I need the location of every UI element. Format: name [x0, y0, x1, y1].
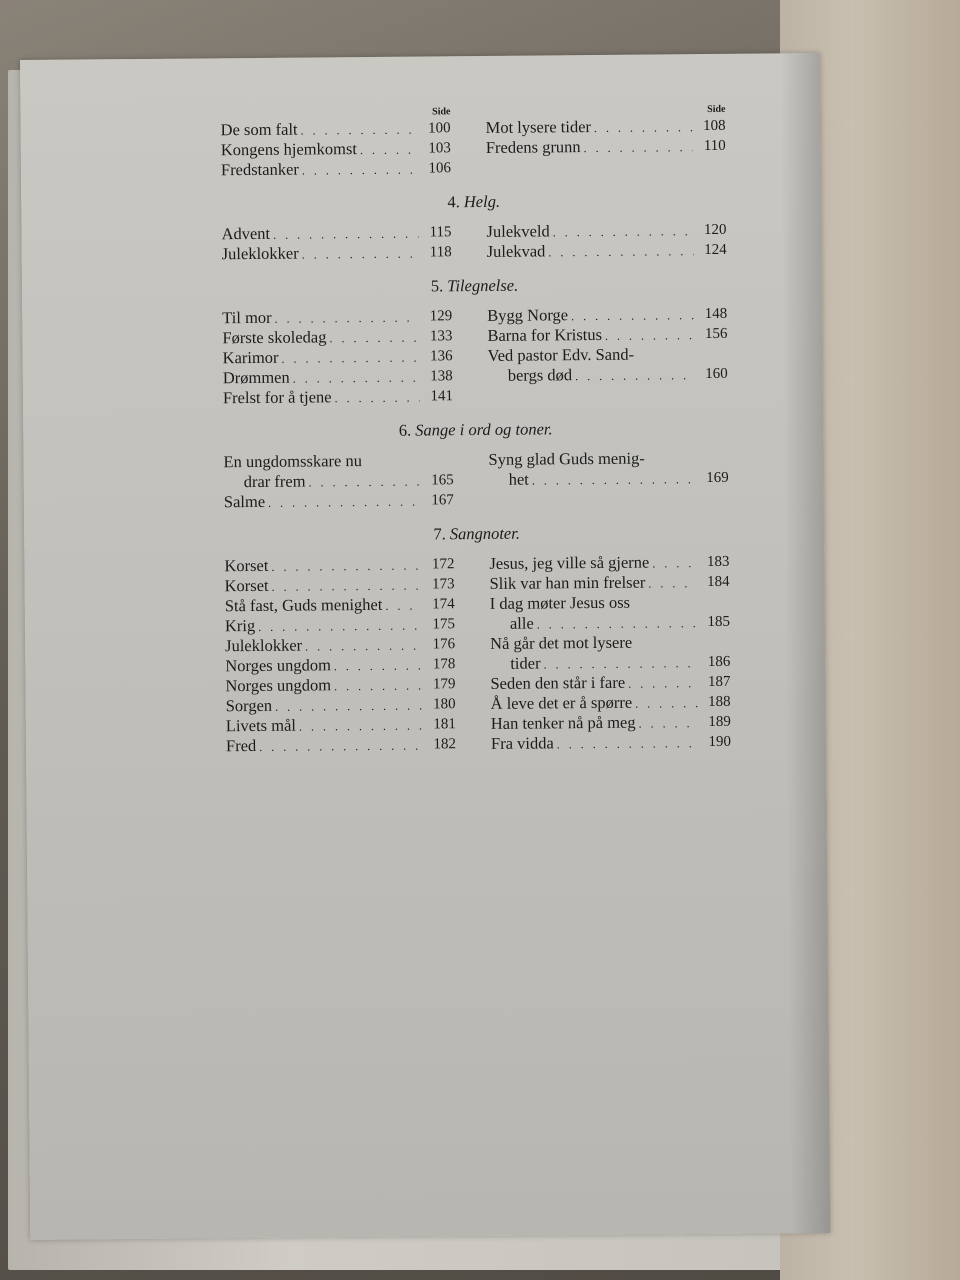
side-column-label: Side — [707, 103, 726, 116]
toc-entry — [490, 572, 730, 594]
toc-column-right — [486, 220, 726, 262]
dot-leader — [557, 734, 698, 753]
page-number: 120 — [703, 221, 727, 239]
entry-title: Han tenker nå på meg — [490, 712, 636, 733]
toc-section — [224, 522, 731, 756]
toc-entry — [222, 242, 452, 264]
toc-entry — [224, 470, 454, 492]
page-number: 185 — [707, 613, 730, 631]
toc-column-right — [487, 304, 728, 406]
toc-columns — [222, 304, 728, 408]
toc-entry — [221, 158, 451, 180]
toc-entry — [490, 612, 730, 634]
entry-title: Korset — [224, 555, 269, 576]
toc-entry — [487, 324, 727, 346]
entry-title: Jesus, jeg ville så gjerne — [489, 552, 650, 573]
entry-title: Ved pastor Edv. Sand- — [487, 344, 635, 365]
entry-title: Fred — [225, 735, 257, 756]
section-heading — [223, 418, 728, 442]
dot-leader — [305, 637, 422, 656]
toc-entry — [488, 448, 728, 470]
toc-entry — [224, 554, 454, 576]
entry-title: Barna for Kristus — [487, 324, 603, 345]
toc-entry — [488, 344, 728, 366]
page-number: 184 — [707, 573, 730, 591]
dot-leader — [584, 138, 693, 157]
entry-title: Syng glad Guds menig- — [488, 448, 645, 469]
toc-entry — [225, 614, 455, 636]
toc-entry — [490, 632, 730, 654]
toc-entry — [222, 326, 452, 348]
toc-column-left — [221, 222, 451, 264]
page-number: 179 — [432, 676, 456, 693]
entry-title: Drømmen — [222, 367, 290, 388]
page-number: 165 — [431, 472, 454, 489]
toc-entry — [224, 490, 454, 512]
toc-entry — [225, 574, 455, 596]
book-page — [20, 53, 830, 1240]
section-number: 6. — [398, 420, 412, 440]
page-number: 106 — [428, 160, 452, 177]
page-number: 182 — [433, 736, 457, 753]
toc-entry — [223, 450, 453, 472]
dot-leader — [553, 222, 694, 241]
entry-title: Juleklokker — [225, 635, 303, 656]
page-number: 167 — [431, 492, 454, 509]
entry-title: Julekvad — [486, 241, 546, 261]
section-title: Sangnoter. — [449, 523, 520, 544]
toc-section — [222, 274, 728, 408]
dot-leader — [293, 369, 420, 388]
dot-leader — [334, 657, 423, 676]
entry-title: De som falt — [220, 119, 298, 140]
dot-leader — [275, 309, 420, 328]
page-number: 172 — [431, 556, 455, 573]
toc-entry — [226, 714, 456, 736]
section-heading — [222, 274, 727, 298]
toc-entry — [221, 118, 451, 140]
toc-entry — [225, 594, 455, 616]
toc-entry — [490, 592, 730, 614]
entry-title: Livets mål — [225, 715, 297, 736]
toc-columns — [221, 220, 726, 264]
section-number: 4. — [447, 192, 460, 212]
entry-title: Mot lysere tider — [485, 117, 592, 137]
side-column-label: Side — [432, 106, 451, 118]
toc-entry — [487, 304, 727, 326]
dot-leader — [575, 366, 695, 385]
entry-title: Norges ungdom — [225, 675, 332, 696]
page-number: 138 — [430, 368, 453, 385]
page-number: 108 — [703, 117, 726, 135]
dot-leader — [308, 473, 420, 492]
entry-title: Å leve det er å spørre — [490, 692, 633, 713]
dot-leader — [302, 245, 419, 264]
toc-columns — [223, 448, 729, 512]
entry-title: Fra vidda — [490, 733, 554, 753]
toc-entry — [490, 652, 730, 674]
toc-section — [221, 190, 727, 264]
page-number: 133 — [429, 328, 453, 345]
page-number: 156 — [704, 325, 728, 343]
toc-entry — [491, 732, 731, 754]
dot-leader — [594, 118, 693, 137]
page-number: 115 — [429, 224, 452, 241]
entry-title: Stå fast, Guds menighet — [224, 594, 383, 616]
toc-column-right — [485, 104, 726, 178]
toc-column-left — [220, 106, 451, 180]
toc-entry — [491, 692, 731, 714]
dot-leader — [281, 349, 419, 368]
toc-section — [223, 418, 729, 512]
dot-leader — [299, 717, 423, 736]
entry-title: Salme — [223, 491, 266, 512]
dot-leader — [275, 697, 423, 716]
page-number: 188 — [708, 693, 731, 711]
page-number: 187 — [707, 673, 731, 691]
dot-leader — [259, 737, 423, 756]
page-number: 190 — [708, 733, 732, 751]
page-number: 186 — [707, 653, 731, 671]
dot-leader — [271, 557, 421, 576]
toc-entry — [223, 346, 453, 368]
toc-entry — [489, 552, 729, 574]
page-number: 141 — [430, 388, 454, 405]
dot-leader — [334, 677, 423, 696]
page-number: 174 — [432, 596, 455, 613]
page-number: 160 — [705, 365, 728, 383]
entry-title: Korset — [224, 575, 269, 596]
toc-entry — [491, 712, 731, 734]
page-number: 169 — [706, 469, 729, 487]
toc-entry — [225, 674, 455, 696]
entry-title: Bygg Norge — [487, 305, 569, 325]
entry-title: bergs død — [507, 365, 573, 385]
page-number: 183 — [706, 553, 730, 571]
dot-leader — [639, 714, 698, 733]
toc-entry — [221, 138, 451, 160]
page-number: 103 — [428, 140, 451, 157]
page-number: 180 — [433, 696, 456, 713]
dot-leader — [273, 225, 419, 244]
toc-entry — [225, 654, 455, 676]
entry-title: het — [508, 469, 529, 489]
toc-entry — [225, 634, 455, 656]
toc-column-right — [489, 552, 731, 754]
section-title: Tilegnelse. — [447, 275, 519, 296]
page-number: 178 — [432, 656, 456, 673]
toc-entry — [488, 364, 728, 386]
entry-title: tider — [510, 653, 541, 673]
section-title: Sange i ord og toner. — [415, 419, 553, 440]
toc-columns — [220, 104, 726, 180]
page-number: 189 — [708, 713, 731, 731]
entry-title: Fredens grunn — [485, 137, 581, 157]
page-number: 176 — [432, 636, 456, 653]
section-number: 5. — [430, 276, 444, 296]
dot-leader — [543, 654, 697, 673]
toc-entry — [226, 694, 456, 716]
page-number: 148 — [704, 305, 728, 323]
toc-section — [220, 104, 726, 180]
dot-leader — [652, 554, 696, 572]
dot-leader — [334, 389, 420, 408]
entry-title: I dag møter Jesus oss — [489, 592, 631, 613]
entry-title: alle — [509, 613, 534, 633]
entry-title: Til mor — [222, 307, 272, 328]
entry-title: Sorgen — [225, 695, 273, 716]
toc-entry — [489, 468, 729, 490]
entry-title: drar frem — [243, 471, 306, 492]
dot-leader — [548, 242, 693, 261]
page-number: 136 — [430, 348, 453, 365]
dot-leader — [268, 493, 421, 512]
entry-title: Kongens hjemkomst — [220, 139, 357, 160]
dot-leader — [605, 326, 695, 345]
entry-title: Nå går det mot lysere — [490, 632, 633, 653]
dot-leader — [301, 121, 418, 140]
table-of-contents — [220, 104, 731, 770]
page-number: 110 — [703, 137, 726, 155]
dot-leader — [537, 614, 697, 633]
toc-column-left — [222, 306, 453, 408]
dot-leader — [272, 577, 422, 596]
toc-column-right — [488, 448, 729, 510]
page-number: 175 — [432, 616, 456, 633]
dot-leader — [648, 574, 696, 592]
entry-title: En ungdomsskare nu — [223, 451, 362, 472]
page-number: 100 — [428, 120, 451, 137]
toc-entry — [223, 366, 453, 388]
toc-entry — [486, 136, 726, 158]
page-number: 129 — [429, 308, 453, 325]
toc-entry — [486, 116, 726, 138]
dot-leader — [258, 617, 422, 636]
entry-title: Fredstanker — [220, 159, 299, 180]
toc-column-left — [224, 554, 456, 756]
toc-entry — [490, 672, 730, 694]
section-title: Helg. — [463, 191, 501, 212]
dot-leader — [628, 674, 697, 693]
toc-column-left — [223, 450, 454, 512]
page-number: 124 — [704, 241, 727, 259]
toc-columns — [224, 552, 731, 756]
section-number: 7. — [433, 524, 446, 544]
entry-title: Juleklokker — [221, 243, 299, 264]
toc-entry — [222, 306, 452, 328]
page-number: 173 — [432, 576, 455, 593]
page-number: 118 — [429, 244, 452, 261]
page-number: 181 — [433, 716, 456, 733]
dot-leader — [571, 306, 694, 325]
entry-title: Norges ungdom — [225, 655, 331, 676]
dot-leader — [360, 141, 418, 160]
entry-title: Advent — [221, 223, 271, 244]
dot-leader — [302, 161, 418, 180]
entry-title: Slik var han min frelser — [489, 572, 646, 593]
section-heading — [221, 190, 726, 214]
entry-title: Første skoledag — [222, 327, 327, 348]
dot-leader — [635, 694, 698, 713]
dot-leader — [329, 329, 419, 348]
dot-leader — [532, 470, 696, 489]
entry-title: Julekveld — [486, 221, 550, 241]
toc-entry — [486, 220, 726, 242]
dot-leader — [385, 597, 421, 615]
toc-entry — [223, 386, 453, 408]
toc-entry — [226, 734, 456, 756]
entry-title: Frelst for å tjene — [222, 387, 332, 408]
toc-entry — [487, 240, 727, 262]
entry-title: Karimor — [222, 347, 279, 368]
entry-title: Seden den står i fare — [490, 672, 626, 693]
entry-title: Krig — [224, 615, 256, 636]
section-heading — [224, 522, 729, 546]
toc-entry — [221, 222, 451, 244]
